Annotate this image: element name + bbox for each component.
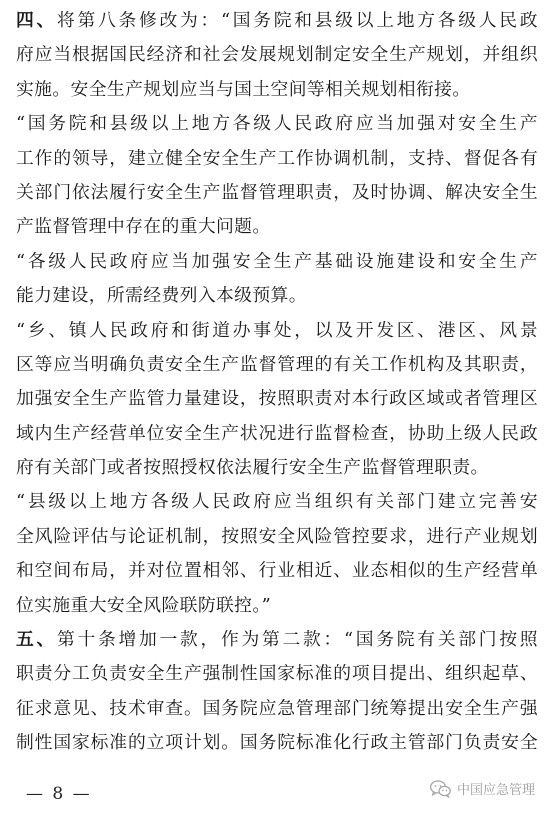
paragraph-5-line-3: 和空间布局，并对位置相邻、行业相近、业态相似的生产经营单 bbox=[16, 560, 538, 582]
paragraph-4-line-1: “乡、镇人民政府和街道办事处，以及开发区、港区、风景 bbox=[16, 319, 538, 341]
paragraph-6-line-2: 职责分工负责安全生产强制性国家标准的项目提出、组织起草、 bbox=[16, 663, 538, 685]
paragraph-5-line-4: 位实施重大安全风险联防联控。” bbox=[16, 594, 272, 616]
paragraph-3-line-2: 能力建设，所需经费列入本级预算。 bbox=[16, 285, 307, 307]
paragraph-5-line-1: “县级以上地方各级人民政府应当组织有关部门建立完善安 bbox=[16, 491, 538, 513]
clause-number: 五、 bbox=[16, 629, 57, 651]
paragraph-6-line-4: 制性国家标准的立项计划。国务院标准化行政主管部门负责安全 bbox=[16, 732, 538, 754]
watermark bbox=[430, 779, 535, 798]
paragraph-2-line-2: 工作的领导，建立健全安全生产工作协调机制，支持、督促各有 bbox=[16, 147, 538, 169]
page-number: — 8 — bbox=[26, 784, 92, 804]
paragraph-1-line-1: 四、将第八条修改为：“国务院和县级以上地方各级人民政 bbox=[16, 10, 538, 31]
paragraph-6-line-1: 五、第十条增加一款，作为第二款：“国务院有关部门按照 bbox=[16, 629, 538, 651]
wechat-icon bbox=[430, 780, 452, 798]
paragraph-2-line-1: “国务院和县级以上地方各级人民政府应当加强对安全生产 bbox=[16, 113, 538, 135]
paragraph-4-line-4: 域内生产经营单位安全生产状况进行监督检查，协助上级人民政 bbox=[16, 422, 538, 444]
watermark-text: 中国应急管理 bbox=[456, 783, 535, 798]
document-body bbox=[16, 4, 538, 761]
paragraph-2-line-3: 关部门依法履行安全生产监督管理职责，及时协调、解决安全生 bbox=[16, 181, 538, 203]
paragraph-6-line-3: 征求意见、技术审查。国务院应急管理部门统筹提出安全生产强 bbox=[16, 697, 538, 719]
clause-number: 四、 bbox=[16, 10, 57, 31]
paragraph-4-line-2: 区等应当明确负责安全生产监督管理的有关工作机构及其职责， bbox=[16, 353, 538, 375]
paragraph-1-line-2: 府应当根据国民经济和社会发展规划制定安全生产规划，并组织 bbox=[16, 44, 538, 66]
paragraph-2-line-4: 产监督管理中存在的重大问题。 bbox=[16, 216, 271, 238]
paragraph-4-line-5: 府有关部门或者按照授权依法履行安全生产监督管理职责。 bbox=[16, 457, 489, 479]
paragraph-4-line-3: 加强安全生产监管力量建设，按照职责对本行政区域或者管理区 bbox=[16, 388, 538, 410]
paragraph-5-line-2: 全风险评估与论证机制，按照安全风险管控要求，进行产业规划 bbox=[16, 525, 538, 547]
paragraph-3-line-1: “各级人民政府应当加强安全生产基础设施建设和安全生产 bbox=[16, 250, 538, 272]
paragraph-1-line-3: 实施。安全生产规划应当与国土空间等相关规划相衔接。 bbox=[16, 78, 471, 100]
